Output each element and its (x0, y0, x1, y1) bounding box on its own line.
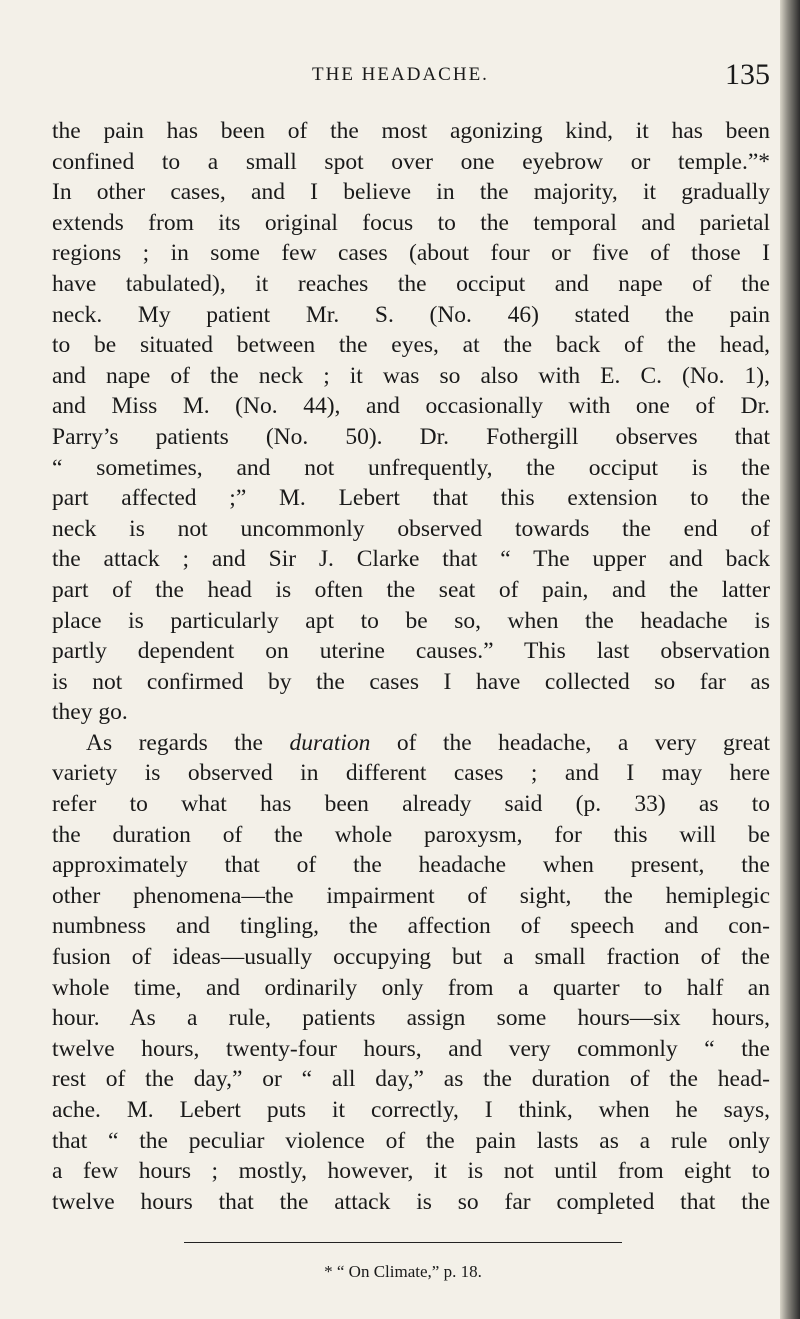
paragraph-opening-line (52, 728, 770, 759)
text-line: rest of the day,” or “ all day,” as the duration of the head- (52, 1066, 770, 1093)
text-line: fusion of ideas—usually occupying but a small fraction of the (52, 944, 770, 971)
text-line: refer to what has been already said (p. 33) as to (52, 791, 770, 818)
text-line: partly dependent on uterine causes.” This last observation (52, 638, 770, 665)
text-line: In other cases, and I believe in the majority, it gradually (52, 179, 770, 206)
text-line: a few hours ; mostly, however, it is not until from eight to (52, 1158, 770, 1185)
text-line: hour. As a rule, patients assign some hours—six hours, (52, 1005, 770, 1032)
text-line: part affected ;” M. Lebert that this extension to the (52, 485, 770, 512)
text-line: part of the head is often the seat of pain, and the latter (52, 576, 770, 603)
text-line: that “ the peculiar violence of the pain lasts as a rule only (52, 1127, 770, 1154)
page-edge-shadow (780, 0, 800, 1319)
text-line: ache. M. Lebert puts it correctly, I think, when he says, (52, 1097, 770, 1123)
running-head: THE HEADACHE. (312, 64, 489, 85)
text-span: As regards the (86, 729, 290, 756)
text-line: Parry’s patients (No. 50). Dr. Fothergill observes that (52, 423, 770, 450)
text-line: whole time, and ordinarily only from a quarter to half an (52, 974, 770, 1001)
body-text (52, 116, 770, 1217)
text-line: the attack ; and Sir J. Clarke that “ The upper and back (52, 546, 770, 573)
text-line: variety is observed in different cases ; and I may here (52, 760, 770, 787)
footnote-rule (184, 1242, 622, 1243)
text-line: numbness and tingling, the affection of speech and con- (52, 913, 770, 940)
text-span: of the headache, a very great (370, 729, 771, 756)
text-line: neck. My patient Mr. S. (No. 46) stated the pain (52, 301, 770, 328)
italic-term: duration (289, 729, 371, 756)
text-line: place is particularly apt to be so, when the headache is (52, 607, 770, 634)
text-line: confined to a small spot over one eyebrow or temple.”* (52, 148, 770, 175)
text-line: twelve hours, twenty-four hours, and very commonly “ the (52, 1035, 770, 1062)
text-line: twelve hours that the attack is so far completed that the (52, 1188, 770, 1215)
page-number: 135 (725, 58, 770, 91)
text-line: is not confirmed by the cases I have collected so far as (52, 668, 770, 695)
text-line: have tabulated), it reaches the occiput and nape of the (52, 270, 770, 297)
text-line: they go. (52, 699, 128, 726)
text-line: and nape of the neck ; it was so also with E. C. (No. 1), (52, 362, 770, 389)
text-line: to be situated between the eyes, at the back of the head, (52, 332, 770, 359)
text-line: regions ; in some few cases (about four or five of those I (52, 240, 770, 267)
text-line: approximately that of the headache when present, the (52, 852, 770, 879)
text-line: extends from its original focus to the temporal and parietal (52, 209, 770, 236)
text-line: other phenomena—the impairment of sight, the hemiplegic (52, 882, 770, 909)
page-header (52, 60, 770, 96)
text-line: the pain has been of the most agonizing kind, it has been (52, 118, 770, 144)
text-line: “ sometimes, and not unfrequently, the occiput is the (52, 454, 770, 481)
text-line: neck is not uncommonly observed towards the end of (52, 515, 770, 542)
text-line: and Miss M. (No. 44), and occasionally with one of Dr. (52, 393, 770, 420)
footnote: * “ On Climate,” p. 18. (324, 1262, 482, 1281)
text-line: the duration of the whole paroxysm, for this will be (52, 821, 770, 848)
